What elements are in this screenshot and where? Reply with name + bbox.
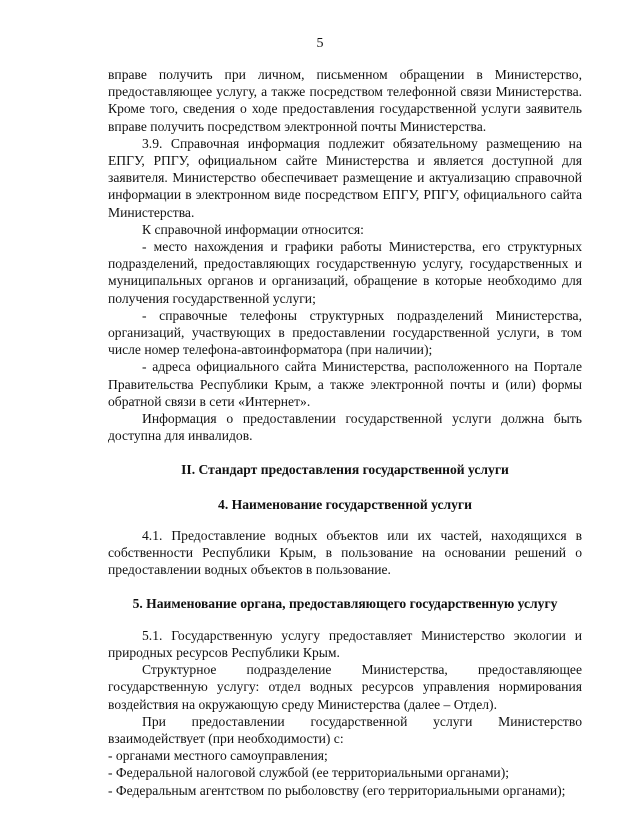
list-item-local-government: - органами местного самоуправления; xyxy=(108,748,328,764)
list-item-fisheries-agency: - Федеральным агентством по рыболовству (его территориальными органами); xyxy=(108,782,566,798)
paragraph-5-1: 5.1. Государственную услугу предоставляет Министерство экологии и природных ресурсов Республики Крым. xyxy=(108,627,582,660)
paragraph-4-1: 4.1. Предоставление водных объектов или их частей, находящихся в собственности Республики Крым, в пользование на основании решений о предоставлении водных объектов в пользование. xyxy=(108,527,582,578)
paragraph-interaction: При предоставлении государственной услуги Министерство взаимодействует (при необходимости) с: xyxy=(108,713,582,746)
paragraph-3-9: 3.9. Справочная информация подлежит обязательному размещению на ЕПГУ, РПГУ, официальном сайте Министерства и является доступной для заявителя. Министерство обеспечивает размещение и актуализацию справочной информации в электронном виде посредством ЕПГУ, РПГУ, официального сайта Министерства. xyxy=(108,135,582,220)
document-body xyxy=(108,66,582,799)
list-item-location-schedule: - место нахождения и графики работы Министерства, его структурных подразделений, предоставляющих государственную услугу, государственных и муниципальных органов и организаций, обращение в которые необходимо для получения государственной услуги; xyxy=(108,239,582,306)
list-item-addresses: - адреса официального сайта Министерства, расположенного на Портале Правительства Республики Крым, а также электронной почты и (или) формы обратной связи в сети «Интернет». xyxy=(108,359,582,409)
paragraph-reference-info-intro: К справочной информации относится: xyxy=(142,221,364,237)
section-4-heading: 4. Наименование государственной услуги xyxy=(218,496,472,512)
paragraph-structural-unit: Структурное подразделение Министерства, предоставляющее государственную услугу: отдел водных ресурсов управления нормирования воздействия на окружающую среду Министерства (далее – Отдел). xyxy=(108,662,582,712)
paragraph-contact-status: вправе получить при личном, письменном обращении в Министерство, предоставляющее услугу, а также посредством телефонной связи Министерства. Кроме того, сведения о ходе предоставления государственной услуги заявитель вправе получить посредством электронной почты Министерства. xyxy=(108,67,582,134)
section-ii-heading: II. Стандарт предоставления государственной услуги xyxy=(181,462,509,478)
list-item-tax-service: - Федеральной налоговой службой (ее территориальными органами); xyxy=(108,765,509,781)
list-item-phones: - справочные телефоны структурных подразделений Министерства, организаций, участвующих в предоставлении государственной услуги, в том числе номер телефона-автоинформатора (при наличии); xyxy=(108,307,582,358)
page-number: 5 xyxy=(316,36,324,51)
paragraph-accessibility: Информация о предоставлении государственной услуги должна быть доступна для инвалидов. xyxy=(108,411,582,444)
section-5-heading: 5. Наименование органа, предоставляющего государственную услугу xyxy=(132,596,558,612)
